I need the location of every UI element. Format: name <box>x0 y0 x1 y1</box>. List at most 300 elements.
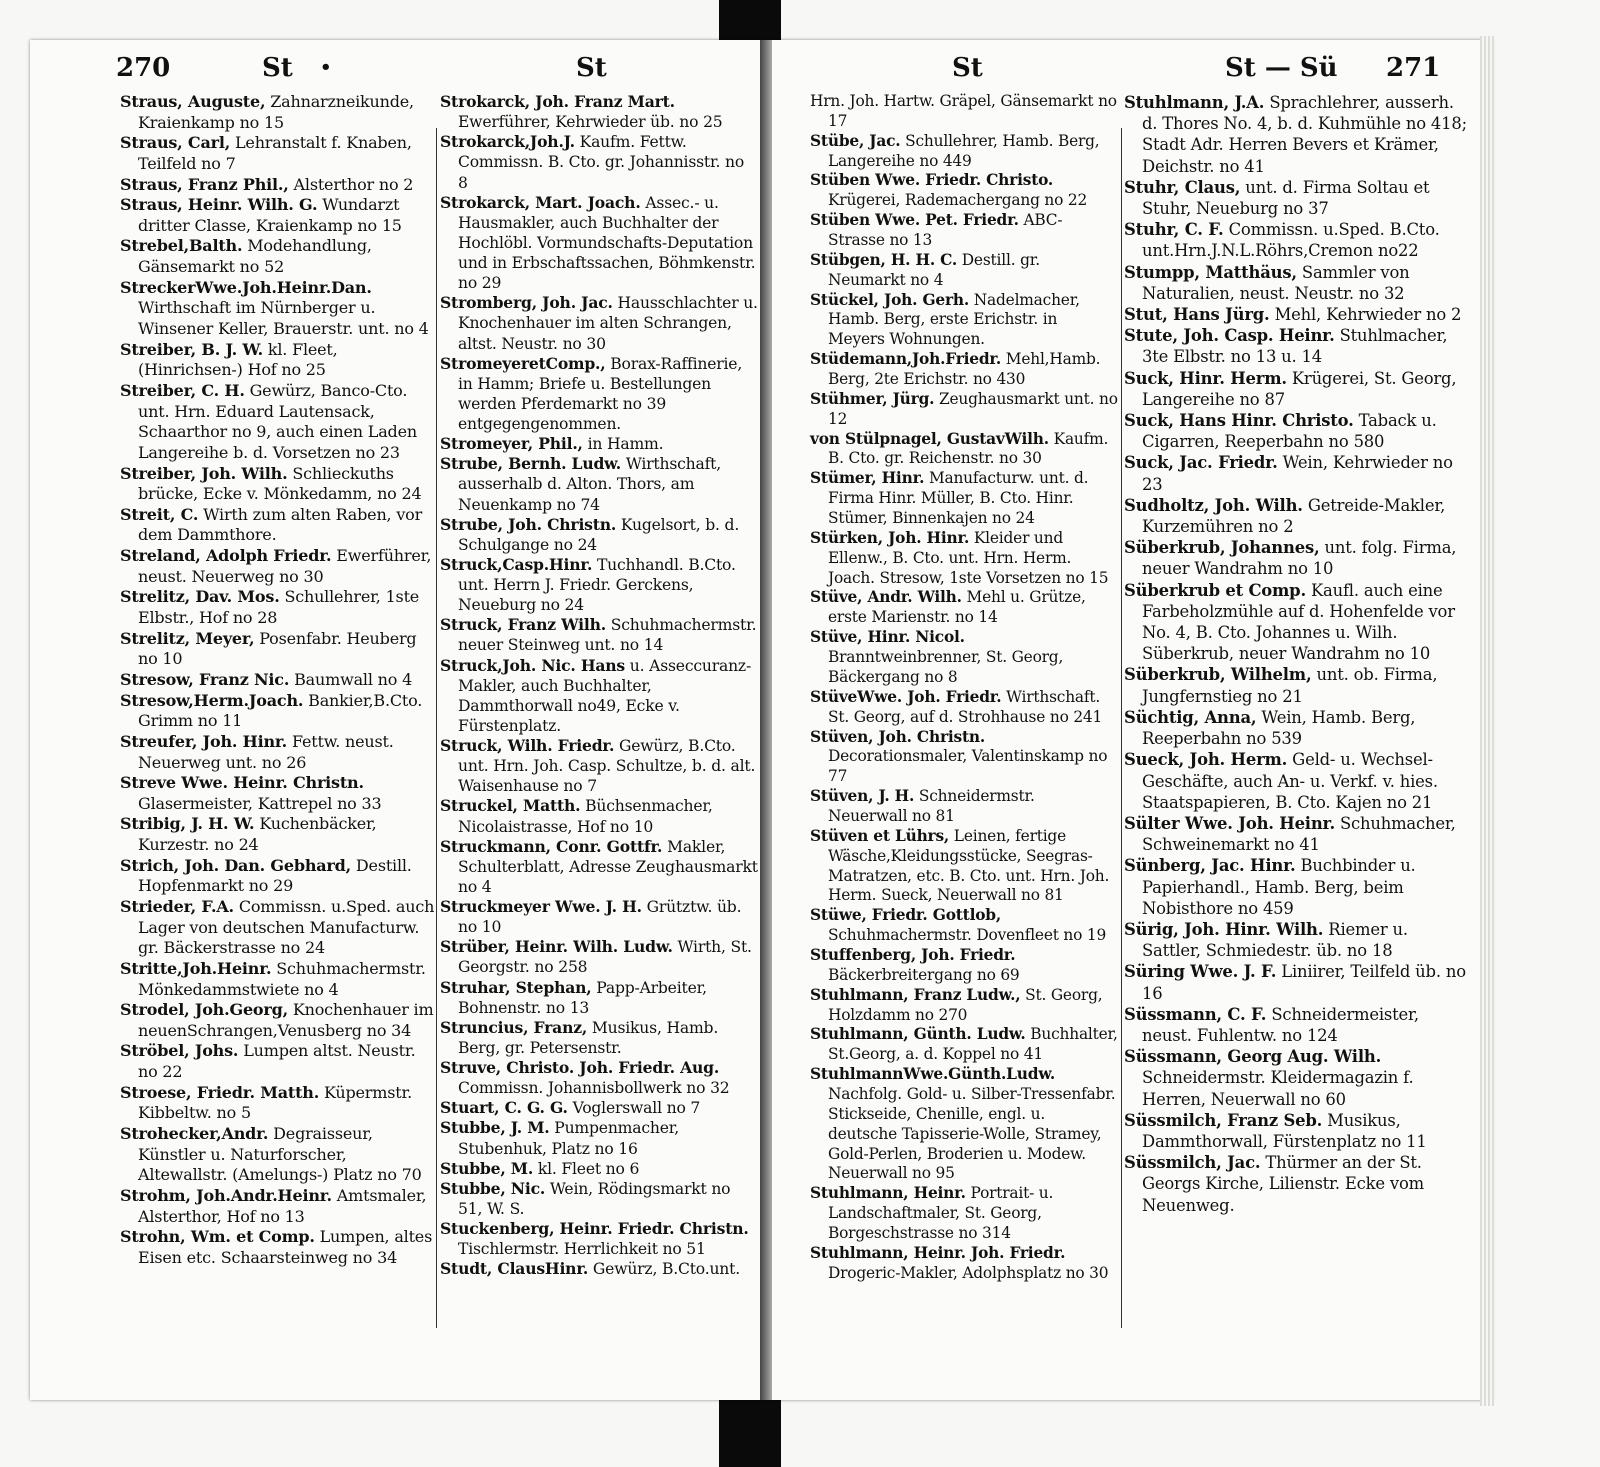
directory-entry <box>120 1041 436 1082</box>
entry-name: Struckel, Matth. <box>440 796 581 816</box>
entry-details: Mehl, Kehrwieder no 2 <box>1274 305 1462 325</box>
directory-entry <box>440 897 758 937</box>
entry-name: Süberkrub et Comp. <box>1124 580 1306 600</box>
entry-details: Destill. Hopfenmarkt no 29 <box>138 855 412 896</box>
entry-details: Buchhalter, St.Georg, a. d. Koppel no 41 <box>828 1025 1118 1064</box>
directory-entry <box>120 278 436 340</box>
entry-name: StreckerWwe.Joh.Heinr.Dan. <box>120 277 372 297</box>
directory-entry <box>1124 452 1468 494</box>
page-edge <box>1480 36 1494 1406</box>
entry-details: Nachfolg. Gold- u. Silber-Tressenfabr. Stickseide, Chenille, engl. u. deutsche Tapisserie-Wolle, Stramey, Gold-Perlen, Broderien u. Modew. Neuerwall no 95 <box>828 1084 1116 1183</box>
entry-name: Stuart, C. G. G. <box>440 1098 568 1118</box>
entry-details: Sammler von Naturalien, neust. Neustr. no 32 <box>1142 262 1410 303</box>
left-page-column-1 <box>120 92 436 1269</box>
entry-name: Struck,Casp.Hinr. <box>440 554 593 574</box>
entry-details: Tuchhandl. B.Cto. unt. Herrn J. Friedr. Gerckens, Neueburg no 24 <box>458 555 736 615</box>
left-page-number: 270 <box>116 53 171 83</box>
entry-name: Suck, Hans Hinr. Christo. <box>1124 411 1354 431</box>
entry-details: Glasermeister, Kattrepel no 33 <box>138 793 382 813</box>
entry-details: Kaufm. Fettw. Commissn. B. Cto. gr. Johannisstr. no 8 <box>458 133 745 192</box>
entry-details: Schuhmacher, Schweinemarkt no 41 <box>1142 813 1456 855</box>
entry-name: Streiber, B. J. W. <box>120 339 263 359</box>
entry-name: Studt, ClausHinr. <box>440 1259 589 1279</box>
entry-name: Struhar, Stephan, <box>440 977 592 997</box>
entry-details: Commissn. Johannisbollwerk no 32 <box>458 1079 730 1098</box>
directory-entry <box>440 1159 758 1179</box>
entry-details: Amtsmaler, Alsterthor, Hof no 13 <box>138 1185 427 1226</box>
entry-details: Hrn. Joh. Hartw. Gräpel, Gänsemarkt no 17 <box>810 92 1117 130</box>
entry-details: Zeughausmarkt unt. no 12 <box>828 389 1118 428</box>
directory-entry <box>120 340 436 381</box>
directory-entry <box>120 856 436 897</box>
entry-name: Strebel,Balth. <box>120 236 243 256</box>
directory-entry <box>1124 177 1468 219</box>
directory-entry <box>440 1058 758 1098</box>
entry-details: Buchbinder u. Papierhandl., Hamb. Berg, beim Nobisthore no 459 <box>1142 856 1416 918</box>
entry-name: Struckmeyer Wwe. J. H. <box>440 897 642 916</box>
entry-name: Stribig, J. H. W. <box>120 814 255 834</box>
directory-entry <box>120 1000 436 1041</box>
entry-details: Posenfabr. Heuberg no 10 <box>138 628 417 669</box>
directory-entry <box>810 946 1118 986</box>
directory-entry <box>1124 219 1468 261</box>
entry-details: ABC-Strasse no 13 <box>828 211 1063 250</box>
entry-name: Stuhlmann, Franz Ludw., <box>810 985 1021 1004</box>
entry-name: Stürken, Joh. Hinr. <box>810 528 970 547</box>
entry-details: Papp-Arbeiter, Bohnenstr. no 13 <box>458 978 707 1017</box>
entry-name: Streufer, Joh. Hinr. <box>120 731 288 751</box>
directory-entry <box>1124 262 1468 304</box>
entry-details: Ewerführer, neust. Neuerweg no 30 <box>138 546 432 586</box>
entry-details: Commissn. u.Sped. B.Cto. unt.Hrn.J.N.L.Röhrs,Cremon no22 <box>1142 220 1440 261</box>
entry-name: Stüven et Lührs, <box>810 826 950 845</box>
entry-name: Stuhlmann, J.A. <box>1124 93 1265 112</box>
entry-name: Struck,Joh. Nic. Hans <box>440 655 626 675</box>
directory-entry <box>440 1179 758 1219</box>
entry-details: Schullehrer, Hamb. Berg, Langereihe no 449 <box>828 131 1100 170</box>
directory-entry <box>440 1219 758 1259</box>
right-page-column-2 <box>1124 92 1468 1216</box>
entry-details: Voglerswall no 7 <box>572 1099 701 1118</box>
entry-name: Süssmilch, Jac. <box>1124 1153 1261 1173</box>
directory-entry <box>440 193 758 294</box>
entry-name: Streiber, Joh. Wilh. <box>120 463 288 483</box>
entry-name: Stut, Hans Jürg. <box>1124 305 1270 325</box>
entry-name: Stromeyer, Phil., <box>440 434 583 454</box>
entry-name: Stuhlmann, Heinr. <box>810 1184 966 1203</box>
entry-details: Wirth, St. Georgstr. no 258 <box>458 938 752 977</box>
directory-entry <box>120 1124 436 1186</box>
entry-name: Stuckenberg, Heinr. Friedr. Christn. <box>440 1219 749 1238</box>
entry-name: Süssmilch, Franz Seb. <box>1124 1110 1323 1130</box>
entry-details: Nadelmacher, Hamb. Berg, erste Erichstr. in Meyers Wohnungen. <box>828 290 1080 349</box>
directory-entry <box>810 688 1118 728</box>
entry-name: von Stülpnagel, GustavWilh. <box>810 429 1049 448</box>
entry-details: Wein, Rödingsmarkt no 51, W. S. <box>458 1179 731 1218</box>
entry-details: Pumpenmacher, Stubenhuk, Platz no 16 <box>458 1119 680 1158</box>
directory-entry <box>440 837 758 897</box>
right-page-head-center: St <box>952 53 983 83</box>
directory-entry <box>1124 919 1468 961</box>
directory-entry <box>120 464 436 505</box>
entry-name: Sülter Wwe. Joh. Heinr. <box>1124 813 1335 833</box>
directory-entry <box>810 986 1118 1026</box>
entry-name: Süring Wwe. J. F. <box>1124 962 1277 982</box>
entry-details: Schneidermstr. Neuerwall no 81 <box>828 787 1035 825</box>
directory-entry <box>810 529 1118 589</box>
entry-details: unt. ob. Firma, Jungfernstieg no 21 <box>1142 665 1438 706</box>
entry-name: Streiber, C. H. <box>120 380 245 400</box>
entry-name: Stüve, Hinr. Nicol. <box>810 628 965 647</box>
entry-name: Stroese, Friedr. Matth. <box>120 1082 320 1102</box>
directory-entry <box>810 350 1118 390</box>
directory-entry <box>1124 1004 1468 1046</box>
right-page-head-right: St — Sü <box>1225 53 1338 83</box>
directory-entry <box>440 354 758 435</box>
directory-entry <box>1124 410 1468 452</box>
entry-name: Suck, Jac. Friedr. <box>1124 453 1278 473</box>
entry-details: Schuhmachermstr. Mönkedammstwiete no 4 <box>138 958 426 999</box>
directory-entry <box>120 691 436 732</box>
directory-entry <box>440 1098 758 1118</box>
entry-name: Strüber, Heinr. Wilh. Ludw. <box>440 937 673 957</box>
entry-name: Stückel, Joh. Gerh. <box>810 290 970 309</box>
entry-name: Stübgen, H. H. C. <box>810 250 958 269</box>
directory-entry <box>440 293 758 353</box>
directory-entry <box>440 132 758 192</box>
entry-name: Strokarck, Mart. Joach. <box>440 192 641 212</box>
directory-entry <box>120 629 436 670</box>
directory-entry <box>440 736 758 796</box>
entry-name: Stuhlmann, Günth. Ludw. <box>810 1025 1026 1044</box>
left-page-head-center: St <box>576 53 607 83</box>
left-page-head-left: St <box>262 53 293 83</box>
directory-entry <box>1124 961 1468 1003</box>
entry-details: in Hamm. <box>587 435 664 454</box>
left-page-column-2 <box>440 92 758 1279</box>
entry-name: Sünberg, Jac. Hinr. <box>1124 856 1296 876</box>
entry-details: Hausschlachter u. Knochenhauer im alten Schrangen, altst. Neustr. no 30 <box>458 294 758 353</box>
entry-details: Kaufm. B. Cto. gr. Reichenstr. no 30 <box>828 429 1109 468</box>
entry-name: Strokarck, Joh. Franz Mart. <box>440 92 675 111</box>
entry-name: Strelitz, Dav. Mos. <box>120 587 280 607</box>
entry-name: Stuffenberg, Joh. Friedr. <box>810 945 1016 964</box>
entry-details: Schneidermeister, neust. Fuhlentw. no 124 <box>1142 1004 1419 1045</box>
directory-entry <box>440 454 758 514</box>
entry-name: Strelitz, Meyer, <box>120 628 255 648</box>
entry-details: St. Georg, Holzdamm no 270 <box>828 985 1103 1024</box>
entry-details: Schneidermstr. Kleidermagazin f. Herren, Neuerwall no 60 <box>1142 1068 1414 1109</box>
directory-entry <box>810 1025 1118 1065</box>
right-page-number: 271 <box>1386 53 1441 83</box>
entry-name: Struve, Christo. Joh. Friedr. Aug. <box>440 1058 720 1077</box>
directory-entry <box>120 381 436 464</box>
directory-entry <box>440 615 758 655</box>
entry-details: Ewerführer, Kehrwieder üb. no 25 <box>458 113 723 132</box>
entry-details: Branntweinbrenner, St. Georg, Bäckergang no 8 <box>828 648 1064 686</box>
entry-name: Strohn, Wm. et Comp. <box>120 1227 315 1247</box>
directory-entry <box>810 827 1118 906</box>
entry-details: Commissn. u.Sped. auch Lager von deutschen Manufacturw. gr. Bäckerstrasse no 24 <box>138 896 435 958</box>
entry-name: StuhlmannWwe.Günth.Ludw. <box>810 1065 1055 1084</box>
entry-name: Strube, Joh. Christn. <box>440 514 617 534</box>
entry-name: Straus, Carl, <box>120 133 231 153</box>
entry-name: Sudholtz, Joh. Wilh. <box>1124 495 1303 515</box>
directory-entry <box>440 555 758 615</box>
directory-entry <box>120 1083 436 1124</box>
directory-entry <box>120 505 436 546</box>
entry-details: Borax-Raffinerie, in Hamm; Briefe u. Bestellungen werden Pferdemarkt no 39 entgegengenommen. <box>458 354 743 433</box>
entry-name: Streland, Adolph Friedr. <box>120 546 332 566</box>
directory-entry <box>120 92 436 133</box>
entry-details: Kaufl. auch eine Farbeholzmühle auf d. Hohenfelde vor No. 4, B. Cto. Johannes u. Wilh. Süberkrub, neuer Wandrahm no 10 <box>1142 580 1455 664</box>
entry-details: Musikus, Dammthorwall, Fürstenplatz no 11 <box>1142 1110 1427 1151</box>
directory-entry <box>810 430 1118 470</box>
directory-entry <box>120 732 436 773</box>
directory-entry <box>120 133 436 174</box>
right-column-rule <box>1121 128 1122 1328</box>
entry-name: Stübe, Jac. <box>810 131 901 150</box>
entry-name: Süberkrub, Johannes, <box>1124 538 1320 558</box>
entry-details: Schlieckuths brücke, Ecke v. Mönkedamm, no 24 <box>138 463 422 504</box>
directory-entry <box>440 92 758 132</box>
left-column-rule <box>436 128 437 1328</box>
entry-details: Kleider und Ellenw., B. Cto. unt. Hrn. Herm. Joach. Stresow, 1ste Vorsetzen no 15 <box>828 528 1109 587</box>
directory-entry <box>810 1184 1118 1244</box>
entry-details: Fettw. neust. Neuerweg unt. no 26 <box>138 731 394 772</box>
directory-entry <box>1124 855 1468 919</box>
entry-name: Stromberg, Joh. Jac. <box>440 293 613 313</box>
directory-entry <box>440 434 758 454</box>
directory-entry <box>1124 1110 1468 1152</box>
directory-entry <box>120 814 436 855</box>
entry-name: Streit, C. <box>120 504 199 524</box>
entry-name: Streve Wwe. Heinr. Christn. <box>120 773 364 793</box>
entry-details: Wein, Hamb. Berg, Reeperbahn no 539 <box>1142 707 1416 749</box>
entry-details: Wein, Kehrwieder no 23 <box>1142 453 1453 494</box>
directory-entry <box>810 171 1118 211</box>
directory-entry <box>120 546 436 587</box>
entry-name: Suck, Hinr. Herm. <box>1124 368 1287 388</box>
entry-name: StromeyeretComp., <box>440 353 606 373</box>
entry-details: Küpermstr. Kibbeltw. no 5 <box>138 1082 413 1123</box>
entry-name: Stubbe, J. M. <box>440 1118 550 1138</box>
entry-name: Struncius, Franz, <box>440 1017 588 1037</box>
entry-details: Decorationsmaler, Valentinskamp no 77 <box>828 747 1108 786</box>
entry-details: Bäckerbreitergang no 69 <box>828 965 1020 984</box>
entry-details: Grütztw. üb. no 10 <box>458 898 742 937</box>
entry-name: Stüdemann,Joh.Friedr. <box>810 350 1002 369</box>
directory-entry <box>810 728 1118 788</box>
entry-name: Sueck, Joh. Herm. <box>1124 750 1288 770</box>
entry-details: Zahnarzneikunde, Kraienkamp no 15 <box>138 92 414 132</box>
directory-entry <box>1124 580 1468 665</box>
entry-name: Struck, Wilh. Friedr. <box>440 736 615 755</box>
entry-details: Bankier,B.Cto. Grimm no 11 <box>138 690 423 731</box>
directory-entry <box>810 906 1118 946</box>
entry-name: Strodel, Joh.Georg, <box>120 1000 288 1020</box>
entry-details: unt. folg. Firma, neuer Wandrahm no 10 <box>1142 538 1457 579</box>
entry-name: Strich, Joh. Dan. Gebhard, <box>120 855 352 875</box>
gutter-shadow <box>760 40 772 1400</box>
entry-name: Stuhr, Claus, <box>1124 177 1241 197</box>
entry-details: Büchsenmacher, Nicolaistrasse, Hof no 10 <box>458 797 713 836</box>
entry-name: Strohecker,Andr. <box>120 1124 269 1144</box>
entry-details: Sprachlehrer, ausserh. d. Thores No. 4, b. d. Kuhmühle no 418; Stadt Adr. Herren Bevers et Krämer, Deichstr. no 41 <box>1142 93 1467 176</box>
directory-entry <box>810 1065 1118 1184</box>
directory-entry <box>810 92 1118 132</box>
directory-entry <box>810 211 1118 251</box>
directory-entry <box>1124 749 1468 813</box>
entry-details: Getreide-Makler, Kurzemühren no 2 <box>1142 495 1446 537</box>
entry-name: Stüwe, Friedr. Gottlob, <box>810 906 1002 925</box>
directory-entry <box>810 628 1118 688</box>
entry-details: Geld- u. Wechsel-Geschäfte, auch An- u. Verkf. v. hies. Staatspapieren, B. Cto. Kajen no 21 <box>1142 750 1438 812</box>
entry-details: Krügerei, Rademachergang no 22 <box>828 191 1088 210</box>
directory-entry <box>120 175 436 196</box>
directory-entry <box>440 1018 758 1058</box>
directory-entry <box>1124 664 1468 706</box>
entry-name: Stumpp, Matthäus, <box>1124 262 1297 282</box>
entry-details: Wirthschaft. St. Georg, auf d. Strohhause no 241 <box>828 687 1103 726</box>
directory-entry <box>810 291 1118 351</box>
entry-details: Kugelsort, b. d. Schulgange no 24 <box>458 515 740 554</box>
entry-name: Stresow,Herm.Joach. <box>120 690 304 710</box>
entry-details: Assec.- u. Hausmakler, auch Buchhalter der Hochlöbl. Vormundschafts-Deputation und in Erbschaftssachen, Böhmkenstr. no 29 <box>458 193 756 293</box>
directory-entry <box>440 978 758 1018</box>
entry-details: Wirthschaft im Nürnberger u. Winsener Keller, Brauerstr. unt. no 4 <box>138 298 429 339</box>
directory-entry <box>1124 813 1468 855</box>
entry-details: kl. Fleet no 6 <box>537 1159 640 1178</box>
entry-name: Straus, Auguste, <box>120 92 266 111</box>
entry-details: Mehl,Hamb. Berg, 2te Erichstr. no 430 <box>828 350 1101 389</box>
entry-name: Süssmann, C. F. <box>1124 1004 1267 1024</box>
entry-name: Stüven, J. H. <box>810 787 915 806</box>
entry-name: Stute, Joh. Casp. Heinr. <box>1124 326 1335 346</box>
directory-entry <box>440 1259 758 1279</box>
directory-entry <box>1124 495 1468 537</box>
entry-name: Ströbel, Johs. <box>120 1041 239 1061</box>
entry-details: Alsterthor no 2 <box>293 174 414 194</box>
entry-name: Stubbe, M. <box>440 1158 534 1178</box>
entry-details: Kuchenbäcker, Kurzestr. no 24 <box>138 814 377 855</box>
directory-entry <box>810 132 1118 172</box>
directory-entry <box>810 787 1118 827</box>
entry-name: Stüve, Andr. Wilh. <box>810 588 962 607</box>
directory-entry <box>440 515 758 555</box>
directory-entry <box>1124 92 1468 177</box>
entry-name: Süberkrub, Wilhelm, <box>1124 665 1312 685</box>
directory-entry <box>1124 368 1468 410</box>
entry-details: Schullehrer, 1ste Elbstr., Hof no 28 <box>138 587 420 628</box>
entry-details: Musikus, Hamb. Berg, gr. Petersenstr. <box>458 1018 719 1057</box>
entry-details: Liniirer, Teilfeld üb. no 16 <box>1142 962 1466 1003</box>
entry-name: Stuhlmann, Heinr. Joh. Friedr. <box>810 1243 1066 1262</box>
entry-name: Stümer, Hinr. <box>810 469 925 488</box>
entry-name: Stubbe, Nic. <box>440 1178 546 1198</box>
entry-details: Riemer u. Sattler, Schmiedestr. üb. no 18 <box>1142 919 1408 961</box>
directory-entry <box>120 236 436 277</box>
directory-entry <box>810 390 1118 430</box>
entry-details: Drogeric-Makler, Adolphsplatz no 30 <box>828 1263 1109 1282</box>
directory-entry <box>810 469 1118 529</box>
entry-name: Struck, Franz Wilh. <box>440 615 606 635</box>
entry-name: Strokarck,Joh.J. <box>440 132 575 152</box>
entry-details: Gewürz, B.Cto. unt. Hrn. Joh. Casp. Schultze, b. d. alt. Waisenhause no 7 <box>458 737 756 796</box>
directory-entry <box>810 1244 1118 1284</box>
directory-entry <box>120 1186 436 1227</box>
entry-details: Lehranstalt f. Knaben, Teilfeld no 7 <box>138 133 412 173</box>
entry-name: Sürig, Joh. Hinr. Wilh. <box>1124 919 1324 939</box>
entry-name: Stresow, Franz Nic. <box>120 669 290 689</box>
entry-name: Stüben Wwe. Pet. Friedr. <box>810 211 1019 230</box>
directory-entry <box>810 251 1118 291</box>
entry-name: StüveWwe. Joh. Friedr. <box>810 687 1002 706</box>
entry-name: Stühmer, Jürg. <box>810 389 935 408</box>
entry-details: Destill. gr. Neumarkt no 4 <box>828 250 1040 289</box>
directory-entry <box>1124 537 1468 579</box>
entry-details: Thürmer an der St. Georgs Kirche, Lilienstr. Ecke vom Neuenweg. <box>1142 1153 1424 1215</box>
entry-details: Modehandlung, Gänsemarkt no 52 <box>138 236 372 277</box>
entry-name: Strohm, Joh.Andr.Heinr. <box>120 1185 332 1205</box>
entry-details: Stuhlmacher, 3te Elbstr. no 13 u. 14 <box>1142 326 1448 367</box>
entry-details: Wundarzt dritter Classe, Kraienkamp no 15 <box>138 195 402 235</box>
directory-entry <box>810 588 1118 628</box>
directory-entry <box>1124 304 1468 325</box>
directory-entry <box>1124 707 1468 749</box>
directory-entry <box>120 897 436 959</box>
directory-entry <box>120 195 436 236</box>
entry-details: Taback u. Cigarren, Reeperbahn no 580 <box>1142 411 1437 452</box>
entry-details: Knochenhauer im neuenSchrangen,Venusberg no 34 <box>138 1000 434 1040</box>
entry-details: Wirth zum alten Raben, vor dem Dammthore. <box>138 504 423 545</box>
entry-details: Tischlermstr. Herrlichkeit no 51 <box>458 1240 706 1259</box>
entry-details: kl. Fleet, (Hinrichsen-) Hof no 25 <box>138 339 338 380</box>
entry-name: Struckmann, Conr. Gottfr. <box>440 836 663 856</box>
entry-details: Gewürz, B.Cto.unt. <box>592 1260 740 1279</box>
entry-name: Straus, Heinr. Wilh. G. <box>120 195 318 215</box>
entry-name: Stüven, Joh. Christn. <box>810 727 986 746</box>
entry-details: u. Asseccuranz-Makler, auch Buchhalter, Dammthorwall no49, Ecke v. Fürstenplatz. <box>458 656 752 735</box>
entry-name: Strieder, F.A. <box>120 896 234 916</box>
directory-entry <box>1124 325 1468 367</box>
directory-entry <box>1124 1152 1468 1216</box>
directory-entry <box>1124 1046 1468 1110</box>
entry-name: Süchtig, Anna, <box>1124 707 1257 727</box>
entry-name: Stuhr, C. F. <box>1124 220 1224 240</box>
entry-name: Stüben Wwe. Friedr. Christo. <box>810 171 1054 190</box>
entry-details: unt. d. Firma Soltau et Stuhr, Neueburg no 37 <box>1142 177 1430 219</box>
entry-details: Wirthschaft, ausserhalb d. Alton. Thors, am Neuenkamp no 74 <box>458 455 721 514</box>
entry-details: Manufacturw. unt. d. Firma Hinr. Müller, B. Cto. Hinr. Stümer, Binnenkajen no 24 <box>828 469 1089 528</box>
directory-entry <box>120 959 436 1000</box>
entry-name: Süssmann, Georg Aug. Wilh. <box>1124 1047 1382 1067</box>
entry-details: Gewürz, Banco-Cto. unt. Hrn. Eduard Lautensack, Schaarthor no 9, auch einen Laden Langereihe b. d. Vorsetzen no 23 <box>138 380 417 462</box>
entry-details: Krügerei, St. Georg, Langereihe no 87 <box>1142 368 1457 409</box>
entry-details: Schuhmachermstr. neuer Steinweg unt. no 14 <box>458 616 757 655</box>
entry-details: Lumpen, altes Eisen etc. Schaarsteinweg no 34 <box>138 1227 433 1267</box>
entry-details: Leinen, fertige Wäsche,Kleidungsstücke, Seegras-Matratzen, etc. B. Cto. unt. Hrn. Joh. Herm. Sueck, Neuerwall no 81 <box>828 826 1110 905</box>
entry-details: Portrait- u. Landschaftmaler, St. Georg, Borgeschstrasse no 314 <box>828 1184 1054 1242</box>
directory-entry <box>440 937 758 977</box>
entry-name: Straus, Franz Phil., <box>120 174 289 194</box>
entry-details: Makler, Schulterblatt, Adresse Zeughausmarkt no 4 <box>458 837 758 896</box>
entry-details: Degraisseur, Künstler u. Naturforscher, Altewallstr. (Amelungs-) Platz no 70 <box>138 1124 422 1185</box>
directory-entry <box>440 1118 758 1158</box>
directory-entry <box>120 670 436 691</box>
directory-entry <box>440 796 758 836</box>
entry-name: Strube, Bernh. Ludw. <box>440 454 622 474</box>
